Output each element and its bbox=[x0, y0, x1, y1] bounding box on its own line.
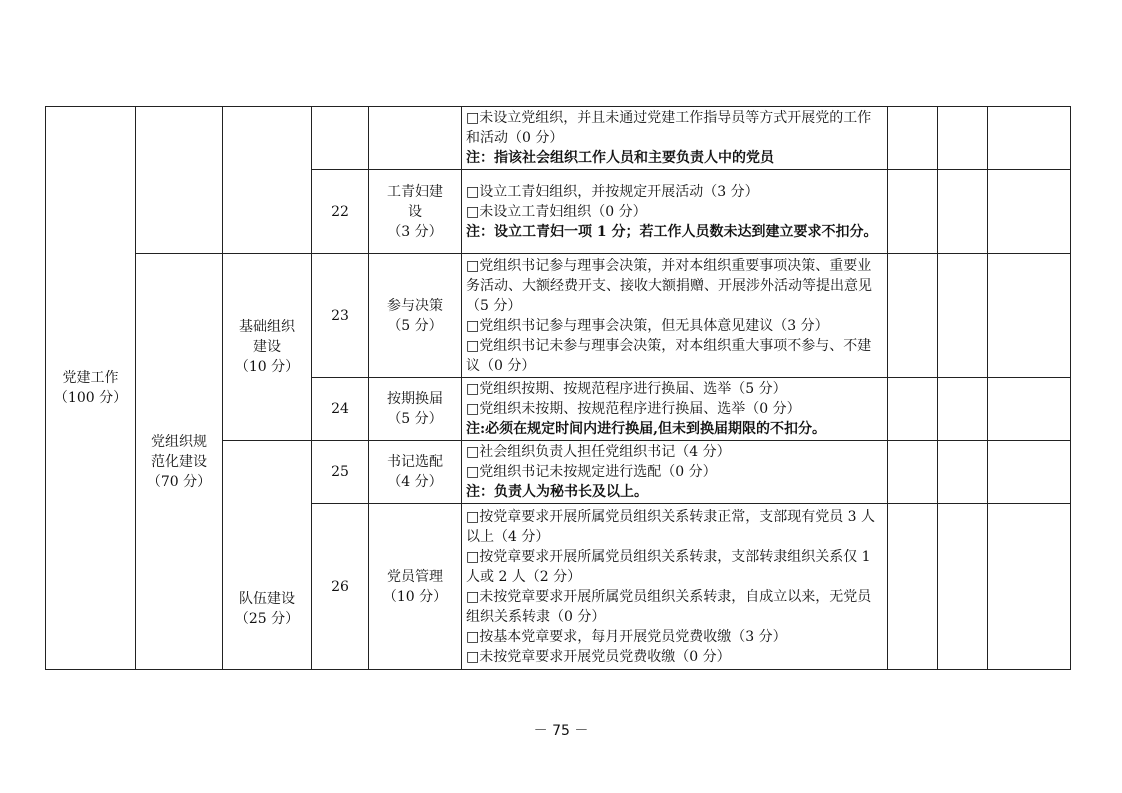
criteria-note: 注:必须在规定时间内进行换届,但未到换届期限的不扣分。 bbox=[466, 421, 827, 437]
item-number-cell: 26 bbox=[312, 504, 369, 670]
item-number-cell: 24 bbox=[312, 378, 369, 441]
score-cell bbox=[888, 378, 938, 441]
remark-cell bbox=[988, 378, 1071, 441]
category-level1-cell: 党建工作 （100 分） bbox=[46, 107, 136, 670]
score-cell bbox=[888, 254, 938, 378]
remark-cell bbox=[988, 441, 1071, 504]
criteria-note: 注：负责人为秘书长及以上。 bbox=[466, 484, 648, 500]
page-number: － 75 － bbox=[533, 723, 589, 739]
score-cell bbox=[888, 107, 938, 170]
table-row bbox=[46, 254, 1071, 378]
criteria-cell: □未设立党组织，并且未通过党建工作指导员等方式开展党的工作和活动（0 分） 注：指该社会组织工作人员和主要负责人中的党员 bbox=[462, 107, 888, 170]
item-name-cell: 参与决策 （5 分） bbox=[369, 254, 462, 378]
score-cell bbox=[938, 107, 988, 170]
category-level3-empty-cell bbox=[223, 107, 312, 254]
category-level2-cell: 党组织规 范化建设 （70 分） bbox=[136, 254, 223, 670]
table-row bbox=[46, 107, 1071, 170]
item-number-cell: 23 bbox=[312, 254, 369, 378]
category-team-cell: 队伍建设 （25 分） bbox=[223, 441, 312, 670]
remark-cell bbox=[988, 254, 1071, 378]
item-name-cell: 按期换届 （5 分） bbox=[369, 378, 462, 441]
score-cell bbox=[888, 441, 938, 504]
criteria-cell: □党组织按期、按规范程序进行换届、选举（5 分） □党组织未按期、按规范程序进行换届、选举（0 分） 注:必须在规定时间内进行换届,但未到换届期限的不扣分。 bbox=[462, 378, 888, 441]
score-cell bbox=[938, 254, 988, 378]
category-level2-empty-cell bbox=[136, 107, 223, 254]
criteria-note: 注：设立工青妇一项 1 分；若工作人员数未达到建立要求不扣分。 bbox=[466, 223, 878, 240]
item-name-cell bbox=[369, 107, 462, 170]
item-number-cell: 25 bbox=[312, 441, 369, 504]
criteria-cell: □设立工青妇组织，并按规定开展活动（3 分） □未设立工青妇组织（0 分） 注：设立工青妇一项 1 分；若工作人员数未达到建立要求不扣分。 bbox=[462, 170, 888, 254]
remark-cell bbox=[988, 170, 1071, 254]
remark-cell bbox=[988, 504, 1071, 670]
score-cell bbox=[938, 378, 988, 441]
item-name-cell: 党员管理 （10 分） bbox=[369, 504, 462, 670]
score-cell bbox=[888, 170, 938, 254]
score-cell bbox=[938, 504, 988, 670]
item-number-cell bbox=[312, 107, 369, 170]
score-cell bbox=[938, 170, 988, 254]
item-name-cell: 工青妇建 设 （3 分） bbox=[369, 170, 462, 254]
remark-cell bbox=[988, 107, 1071, 170]
criteria-cell: □社会组织负责人担任党组织书记（4 分） □党组织书记未按规定进行选配（0 分） 注：负责人为秘书长及以上。 bbox=[462, 441, 888, 504]
score-cell bbox=[888, 504, 938, 670]
score-cell bbox=[938, 441, 988, 504]
criteria-note: 注：指该社会组织工作人员和主要负责人中的党员 bbox=[466, 150, 774, 166]
item-number-cell: 22 bbox=[312, 170, 369, 254]
item-name-cell: 书记选配 （4 分） bbox=[369, 441, 462, 504]
criteria-cell: □党组织书记参与理事会决策，并对本组织重要事项决策、重要业务活动、大额经费开支、接收大额捐赠、开展涉外活动等提出意见（5 分） □党组织书记参与理事会决策，但无具体意见建议（3 分） □党组织书记未参与理事会决策，对本组织重大事项不参与、不建议（0 分） bbox=[462, 254, 888, 378]
criteria-cell: □按党章要求开展所属党员组织关系转隶正常，支部现有党员 3 人以上（4 分） □按党章要求开展所属党员组织关系转隶，支部转隶组织关系仅 1 人或 2 人（2 分） □未按党章要求开展所属党员组织关系转隶，自成立以来，无党员组织关系转隶（0 分） □按基本党章要求，每月开展党员党费收缴（3 分） □未按党章要求开展党员党费收缴（0 分） bbox=[462, 504, 888, 670]
category-basic-org-cell: 基础组织 建设 （10 分） bbox=[223, 254, 312, 441]
evaluation-table bbox=[45, 106, 1071, 670]
